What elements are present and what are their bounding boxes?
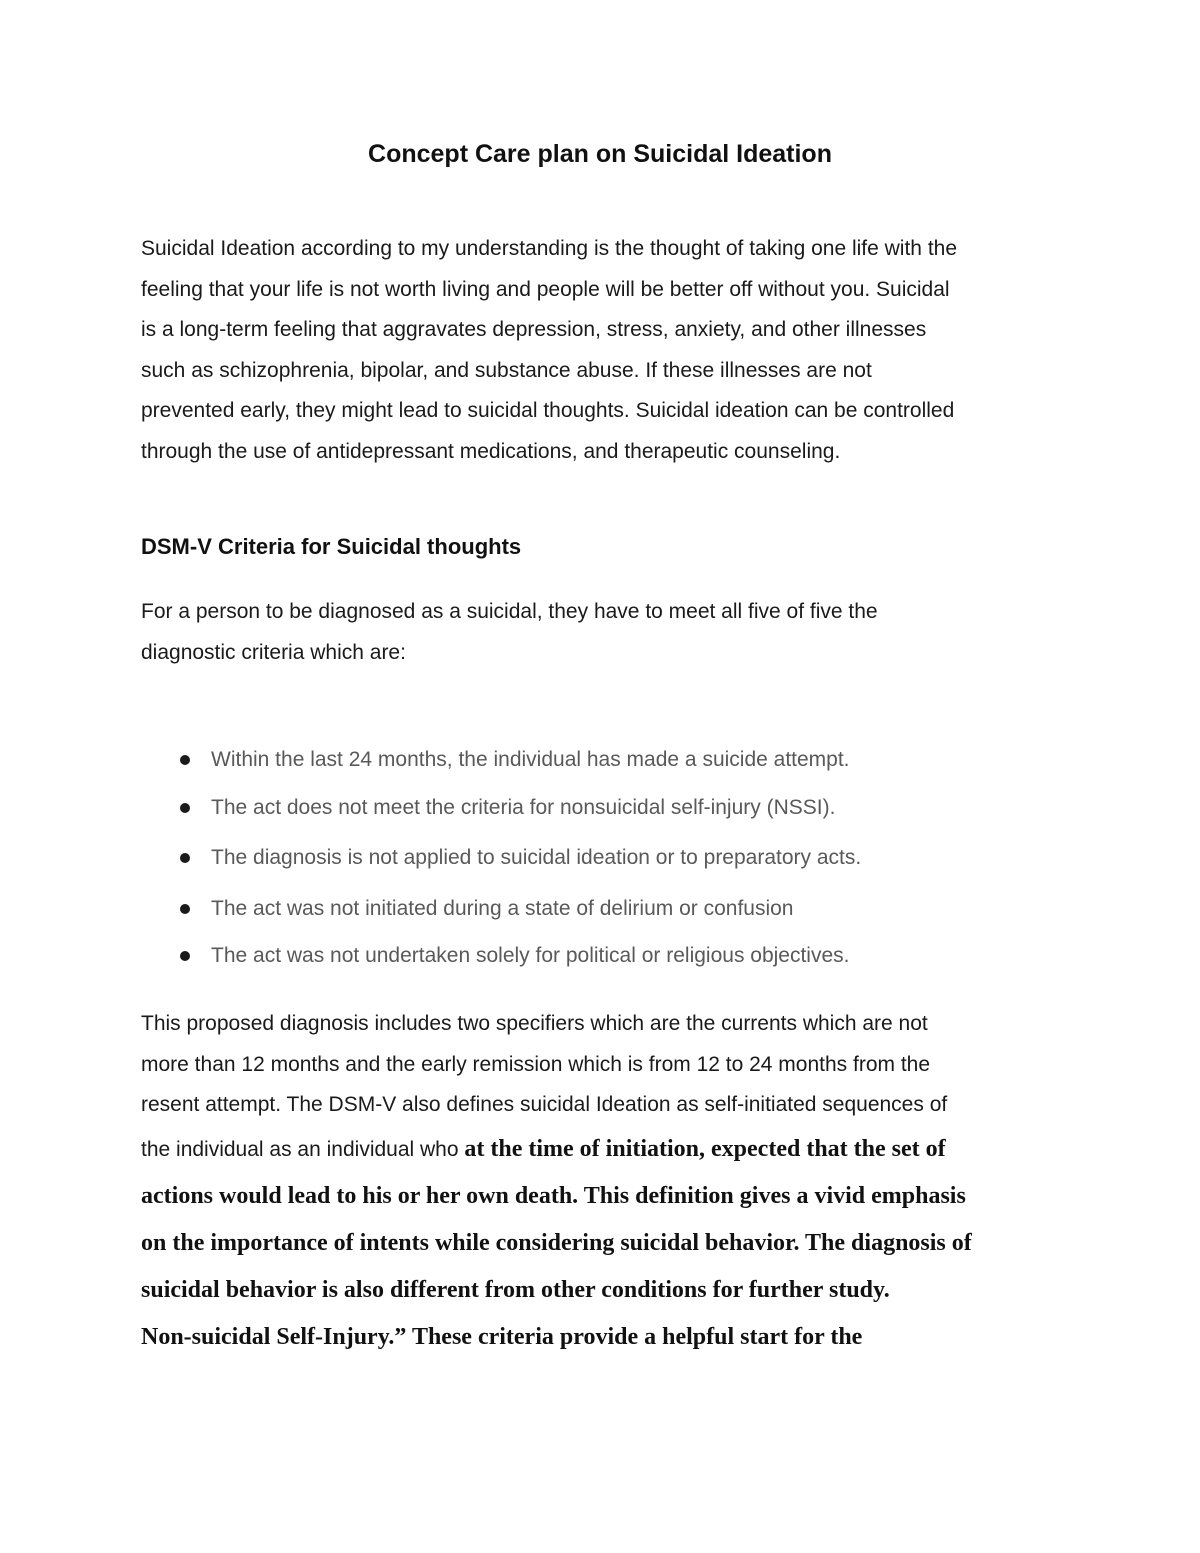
intro-line: is a long-term feeling that aggravates depression, stress, anxiety, and other illnesses — [141, 318, 927, 341]
criteria-text: The act was not undertaken solely for political or religious objectives. — [211, 944, 850, 967]
intro-paragraph — [141, 229, 1061, 472]
bullet-icon — [180, 904, 190, 914]
list-item — [141, 936, 1041, 976]
intro-line: feeling that your life is not worth living and people will be better off without you. Suicidal — [141, 277, 950, 301]
list-item — [141, 740, 1041, 780]
closing-bold-line: suicidal behavior is also different from other conditions for further study. — [141, 1276, 890, 1303]
closing-line: more than 12 months and the early remission which is from 12 to 24 months from the — [141, 1052, 931, 1076]
intro-line: Suicidal Ideation according to my understanding is the thought of taking one life with the — [141, 237, 958, 260]
criteria-text: The act does not meet the criteria for nonsuicidal self-injury (NSSI). — [211, 796, 836, 819]
closing-bold-line: on the importance of intents while considering suicidal behavior. The diagnosis of — [141, 1229, 972, 1256]
intro-line: prevented early, they might lead to suicidal thoughts. Suicidal ideation can be controlled — [141, 399, 955, 422]
bullet-icon — [180, 803, 190, 813]
closing-line: resent attempt. The DSM-V also defines suicidal Ideation as self-initiated sequences of — [141, 1093, 948, 1116]
document-title: Concept Care plan on Suicidal Ideation — [368, 140, 832, 168]
list-item — [141, 788, 1041, 828]
intro-line: through the use of antidepressant medications, and therapeutic counseling. — [141, 439, 841, 463]
criteria-intro-paragraph — [141, 592, 1061, 673]
criteria-intro-line: For a person to be diagnosed as a suicidal, they have to meet all five of five the — [141, 600, 878, 623]
section-heading: DSM-V Criteria for Suicidal thoughts — [141, 534, 522, 559]
closing-bold-line: actions would lead to his or her own death. This definition gives a vivid emphasis — [141, 1182, 966, 1209]
closing-plain-text: the individual as an individual who — [141, 1137, 465, 1161]
criteria-text: The act was not initiated during a state of delirium or confusion — [211, 897, 794, 920]
bullet-icon — [180, 951, 190, 961]
closing-bold-line: Non-suicidal Self-Injury.” These criteria provide a helpful start for the — [141, 1323, 863, 1350]
criteria-text: The diagnosis is not applied to suicidal ideation or to preparatory acts. — [211, 846, 862, 869]
intro-line: such as schizophrenia, bipolar, and substance abuse. If these illnesses are not — [141, 358, 872, 382]
criteria-intro-line: diagnostic criteria which are: — [141, 640, 406, 664]
closing-line: This proposed diagnosis includes two specifiers which are the currents which are not — [141, 1012, 928, 1035]
closing-line-mixed — [141, 1126, 1061, 1173]
list-item — [141, 838, 1041, 878]
closing-bold-text: at the time of initiation, expected that the set of — [464, 1135, 946, 1162]
criteria-text: Within the last 24 months, the individual has made a suicide attempt. — [211, 748, 850, 771]
bullet-icon — [180, 853, 190, 863]
list-item — [141, 889, 1041, 929]
bullet-icon — [180, 755, 190, 765]
closing-paragraph — [141, 1004, 1061, 1361]
